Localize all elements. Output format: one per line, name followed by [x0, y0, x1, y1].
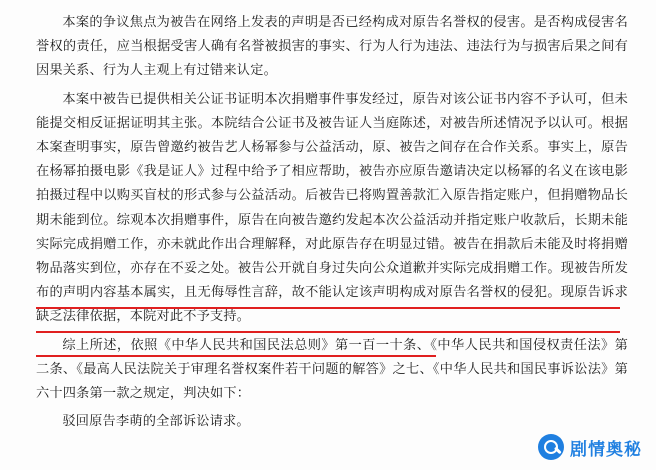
- watermark-label: 剧情奥秘: [570, 439, 642, 459]
- paragraph-2: 本案中被告已提供相关公证书证明本次捐赠事件事发经过，原告对该公证书内容不予认可，但未能提交相反证据证明其主张。本院结合公证书及被告证人当庭陈述，对被告所述情况予以认可。根据本案查明事实，原告曾邀约被告艺人杨幂参与公益活动，原、被告之间存在合作关系。事实上，原告在杨幂拍摄电影《我是证人》过程中给予了相应帮助，被告亦应原告邀请决定以杨幂的名义在该电影拍摄过程中以购买盲杖的形式参与公益活动。后被告已将购置善款汇入原告指定账户，但捐赠物品长期未能到位。综观本次捐赠事件，原告在向被告邀约发起本次公益活动并指定账户收款后，长期未能实际完成捐赠工作，亦未就此作出合理解释，对此原告存在明显过错。被告在捐款后未能及时将捐赠物品落实到位，亦存在不妥之处。被告公开就自身过失向公众道歉并实际完成捐赠工作。现被告所发布的声明内容基本属实，且无侮辱性言辞，故不能认定该声明构成对原告名誉权的侵犯。现原告诉求缺乏法律依据，本院对此不予支持。: [36, 90, 628, 324]
- paragraph-1: 本案的争议焦点为被告在网络上发表的声明是否已经构成对原告名誉权的侵害。是否构成侵害名誉权的责任，应当根据受害人确有名誉被损害的事实、行为人行为违法、违法行为与损害后果之间有因果关系、行为人主观上有过错来认定。: [36, 14, 628, 78]
- paragraph-3: 综上所述，依照《中华人民共和国民法总则》第一百一十条、《中华人民共和国侵权责任法》第二条、《最高人民法院关于审理名誉权案件若干问题的解答》之七、《中华人民共和国民事诉讼法》第六十四条第一款之规定，判决如下：: [36, 336, 628, 401]
- search-circle-icon: [538, 434, 564, 460]
- paragraph-4: 驳回原告李萌的全部诉讼请求。: [62, 413, 250, 429]
- red-underline-2: [36, 331, 620, 333]
- red-underline-3: [36, 355, 436, 357]
- watermark: [538, 434, 642, 460]
- red-underline-1: [36, 307, 620, 309]
